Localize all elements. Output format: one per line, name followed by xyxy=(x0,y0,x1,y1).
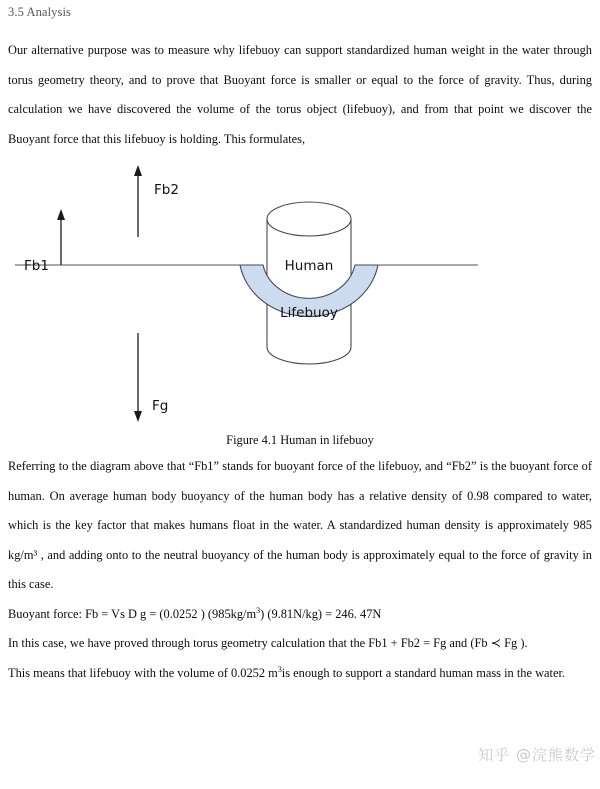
formula-line xyxy=(8,600,592,630)
fg-arrow-head xyxy=(134,411,142,422)
formula-middle: ) (9.81N/kg) = 246. 47N xyxy=(260,606,382,621)
conclusion-paragraph-2 xyxy=(8,659,592,689)
section-heading: 3.5 Analysis xyxy=(8,5,72,19)
fg-arrow xyxy=(134,333,142,422)
figure-caption: Figure 4.1 Human in lifebuoy xyxy=(226,433,374,447)
conclusion-paragraph-1: In this case, we have proved through torus geometry calculation that the Fb1 + Fb2 = Fg and (Fb ≺ Fg ). xyxy=(8,636,528,650)
fb1-label: Fb1 xyxy=(24,258,49,274)
fg-label: Fg xyxy=(152,398,169,414)
conclusion-suffix: is enough to support a standard human mass in the water. xyxy=(281,665,565,680)
lifebuoy-human-diagram xyxy=(8,162,592,427)
human-label: Human xyxy=(284,258,334,274)
fb1-arrow-head xyxy=(57,209,65,220)
formula-exponent: 3 xyxy=(256,605,261,615)
formula-prefix: Buoyant force: Fb = Vs D g = (0.0252 ) (985kg/m xyxy=(8,606,257,621)
conclusion-exponent: 3 xyxy=(277,664,282,674)
document-page xyxy=(0,4,600,789)
fb2-label: Fb2 xyxy=(154,182,179,198)
fb2-arrow xyxy=(134,165,142,237)
figure-4-1 xyxy=(8,162,592,452)
zhihu-watermark: 知乎 @浣熊数学 xyxy=(478,746,596,764)
lifebuoy-label: Lifebuoy xyxy=(280,305,338,321)
fb1-arrow xyxy=(57,209,65,265)
fb2-arrow-head xyxy=(134,165,142,176)
cylinder-top-ellipse xyxy=(267,202,351,236)
conclusion-prefix: This means that lifebuoy with the volume of 0.0252 m xyxy=(8,665,278,680)
analysis-paragraph: Referring to the diagram above that “Fb1” stands for buoyant force of the lifebuoy, and “Fb2” is the buoyant force of human. On average human body buoyancy of the human body has a relative density of 0.98 compared to water, which is the key factor that makes humans float in the water. A standardized human density is approximately 985 kg/m³ , and adding onto to the neutral buoyancy of the human body is approximately equal to the force of gravity in this case. xyxy=(8,459,592,591)
human-cylinder xyxy=(267,202,351,364)
intro-paragraph: Our alternative purpose was to measure why lifebuoy can support standardized human weight in the water through torus geometry theory, and to prove that Buoyant force is smaller or equal to the force of gravity. Thus, during calculation we have discovered the volume of the torus object (lifebuoy), and from that point we discover the Buoyant force that this lifebuoy is holding. This formulates, xyxy=(8,43,592,146)
